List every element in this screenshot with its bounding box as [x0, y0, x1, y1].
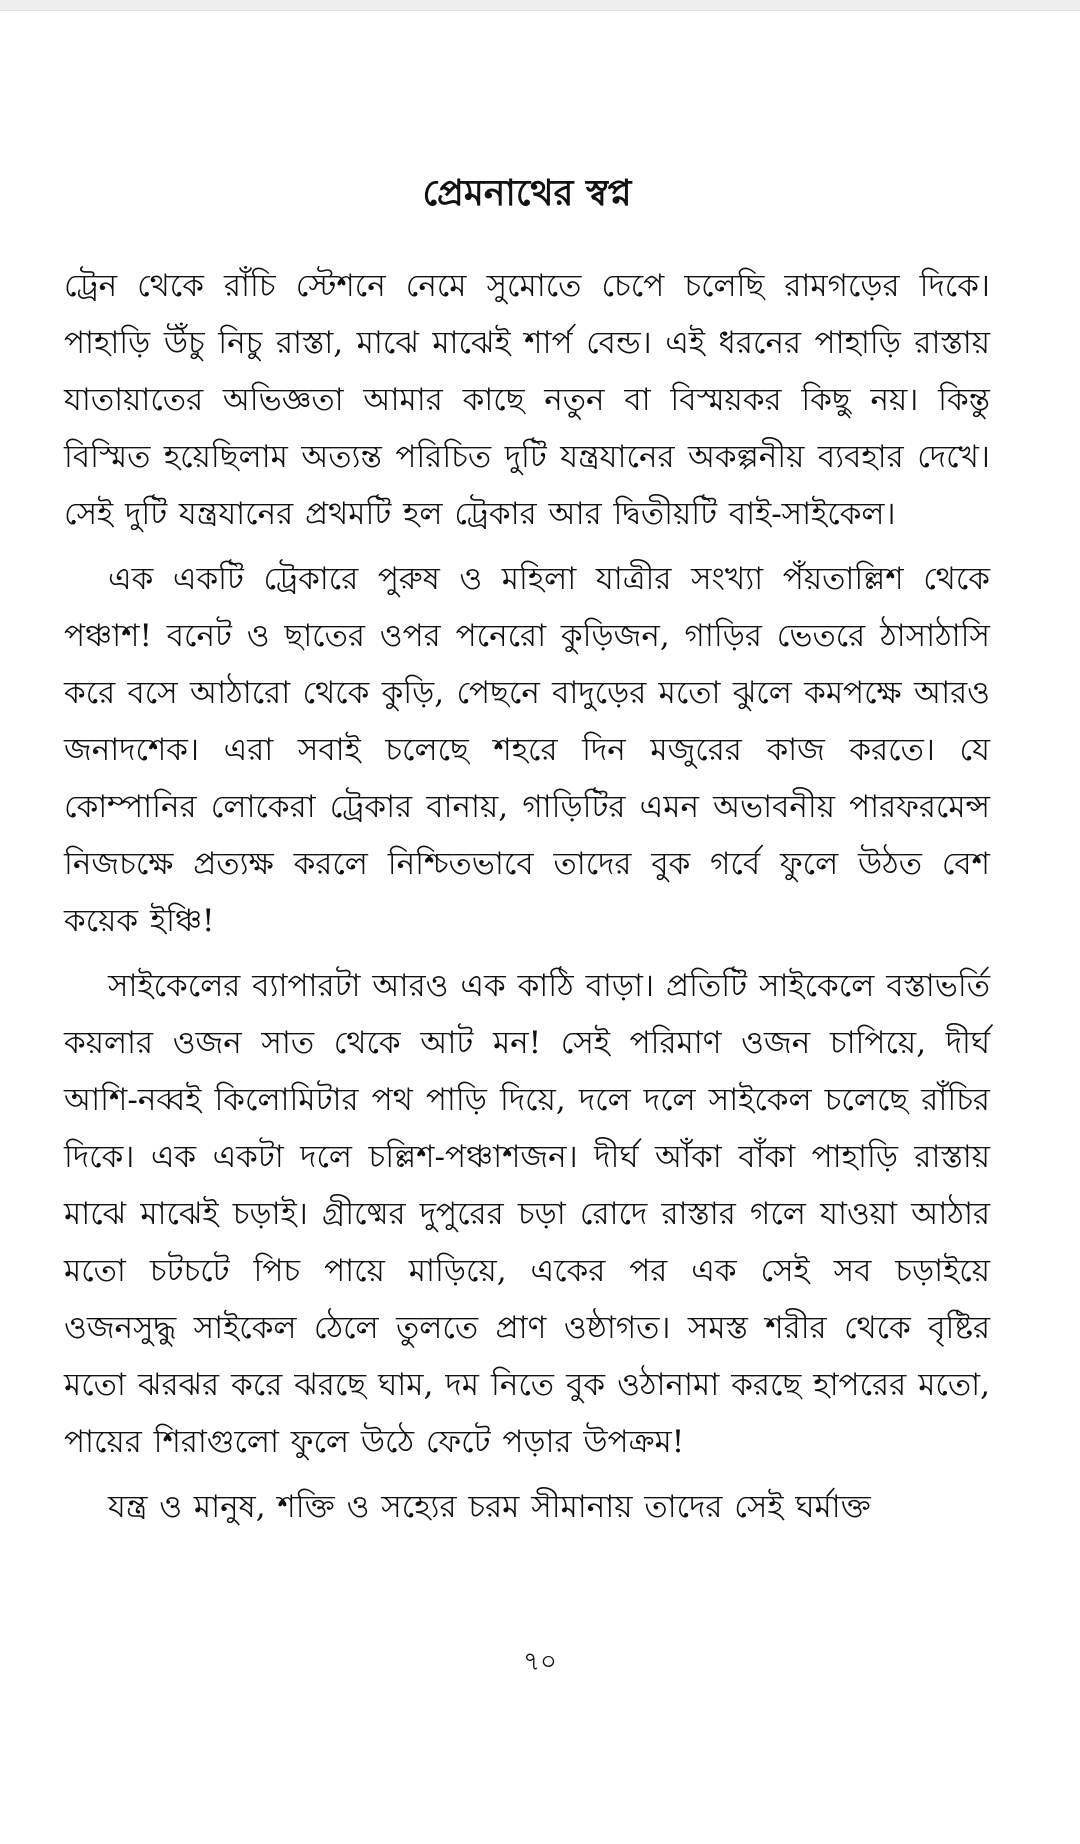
paragraph-4: যন্ত্র ও মানুষ, শক্তি ও সহ্যের চরম সীমানায় তাদের সেই ঘর্মাক্ত — [108, 1489, 871, 1525]
chapter-title: প্রেমনাথের স্বপ্ন — [422, 172, 632, 214]
paragraph-1: ট্রেন থেকে রাঁচি স্টেশনে নেমে সুমোতে চেপে চলেছি রামগড়ের দিকে। পাহাড়ি উঁচু নিচু রাস্তা, মাঝে মাঝেই শার্প বেন্ড। এই ধরনের পাহাড়ি রাস্তায় যাতায়াতের অভিজ্ঞতা আমার কাছে নতুন বা বিস্ময়কর কিছু নয়। কিন্তু বিস্মিত হয়েছিলাম অত্যন্ত পরিচিত দুটি যন্ত্রযানের অকল্পনীয় ব্যবহার দেখে। সেই দুটি যন্ত্রযানের প্রথমটি হল ট্রেকার আর দ্বিতীয়টি বাই-সাইকেল। — [64, 268, 990, 532]
paragraph-2: এক একটি ট্রেকারে পুরুষ ও মহিলা যাত্রীর সংখ্যা পঁয়তাল্লিশ থেকে পঞ্চাশ! বনেট ও ছাতের ওপর পনেরো কুড়িজন, গাড়ির ভেতরে ঠাসাঠাসি করে বসে আঠারো থেকে কুড়ি, পেছনে বাদুড়ের মতো ঝুলে কমপক্ষে আরও জনাদশেক। এরা সবাই চলেছে শহরে দিন মজুরের কাজ করতে। যে কোম্পানির লোকেরা ট্রেকার বানায়, গাড়িটির এমন অভাবনীয় পারফরমেন্স নিজচক্ষে প্রত্যক্ষ করলে নিশ্চিতভাবে তাদের বুক গর্বে ফুলে উঠত বেশ কয়েক ইঞ্চি! — [64, 561, 990, 939]
book-page — [64, 168, 990, 1544]
paragraph-3: সাইকেলের ব্যাপারটা আরও এক কাঠি বাড়া। প্রতিটি সাইকেলে বস্তাভর্তি কয়লার ওজন সাত থেকে আট মন! সেই পরিমাণ ওজন চাপিয়ে, দীর্ঘ আশি-নব্বই কিলোমিটার পথ পাড়ি দিয়ে, দলে দলে সাইকেল চলেছে রাঁচির দিকে। এক একটা দলে চল্লিশ-পঞ্চাশজন। দীর্ঘ আঁকা বাঁকা পাহাড়ি রাস্তায় মাঝে মাঝেই চড়াই। গ্রীষ্মের দুপুরের চড়া রোদে রাস্তার গলে যাওয়া আঠার মতো চটচটে পিচ পায়ে মাড়িয়ে, একের পর এক সেই সব চড়াইয়ে ওজনসুদ্ধু সাইকেল ঠেলে তুলতে প্রাণ ওষ্ঠাগত। সমস্ত শরীর থেকে বৃষ্টির মতো ঝরঝর করে ঝরছে ঘাম, দম নিতে বুক ওঠানামা করছে হাপরের মতো, পায়ের শিরাগুলো ফুলে উঠে ফেটে পড়ার উপক্রম! — [64, 968, 990, 1460]
page-top-edge — [0, 0, 1080, 11]
page-number: ৭০ — [523, 1647, 557, 1677]
